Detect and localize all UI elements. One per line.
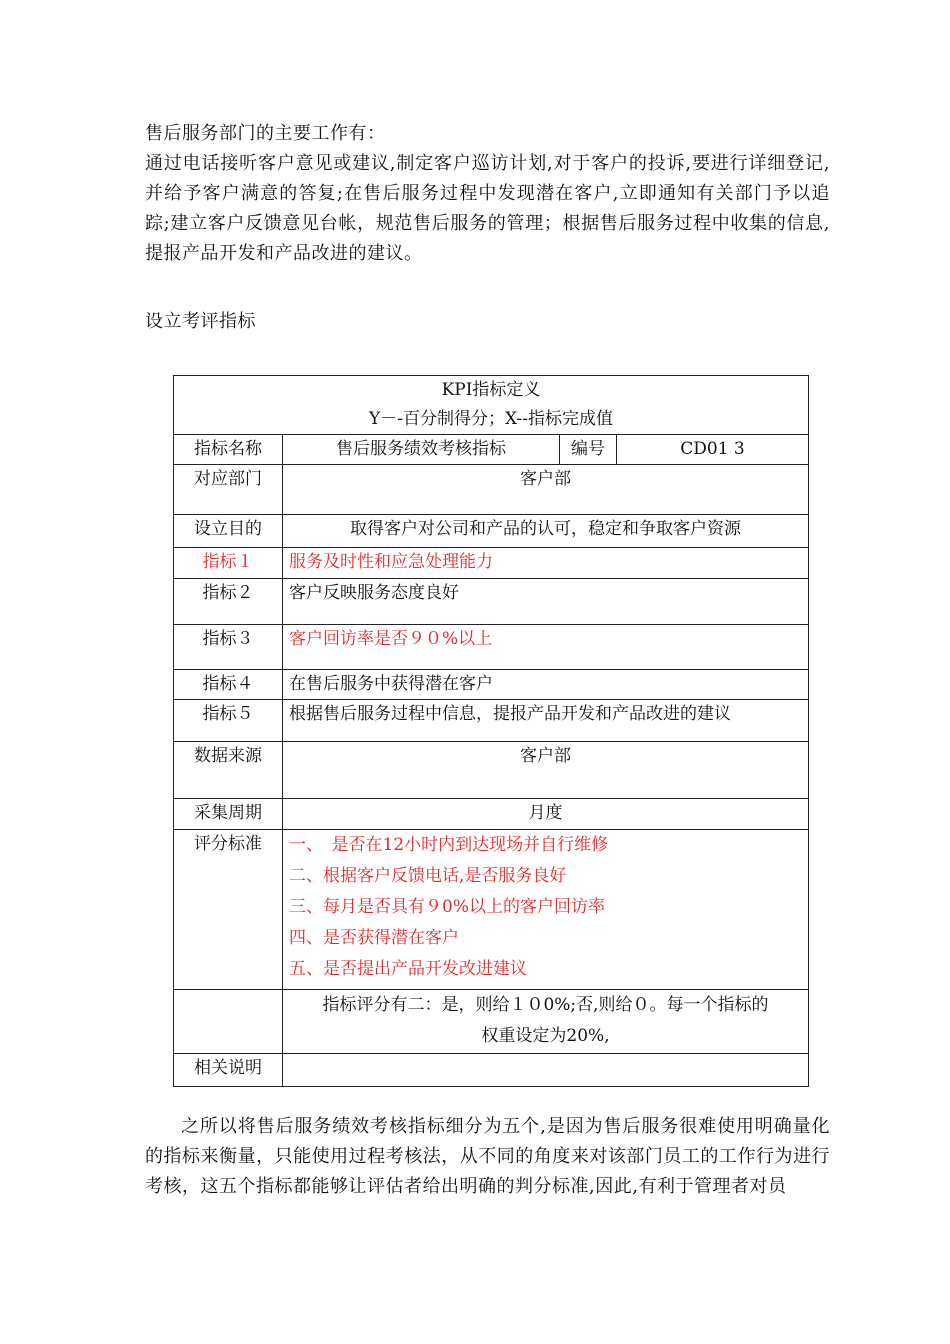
source-value: 客户部	[283, 742, 809, 799]
indicator-2-value: 客户反映服务态度良好	[283, 579, 809, 625]
code-label: 编号	[560, 435, 617, 465]
table-row	[174, 435, 809, 465]
scoring-line-2: 权重设定为20%,	[481, 1026, 610, 1046]
source-label: 数据来源	[174, 742, 283, 799]
table-header-cell	[174, 376, 809, 435]
cycle-value: 月度	[283, 799, 809, 830]
code-value: CD01 3	[617, 435, 809, 465]
indicator-3-value: 客户回访率是否９０%以上	[283, 625, 809, 670]
indicator-1-label: 指标１	[174, 548, 283, 579]
criteria-item: 五、是否提出产品开发改进建议	[289, 959, 527, 979]
dept-label: 对应部门	[174, 465, 283, 515]
table-header-subtitle: Y－-百分制得分；X--指标完成值	[369, 409, 613, 429]
criteria-item: 二、根据客户反馈电话,是否服务良好	[289, 866, 567, 886]
dept-value: 客户部	[283, 465, 809, 515]
criteria-label: 评分标准	[174, 830, 283, 990]
indicator-1-value: 服务及时性和应急处理能力	[283, 548, 809, 579]
table-row	[174, 579, 809, 625]
notes-value	[283, 1054, 809, 1087]
table-header-title: KPI指标定义	[441, 380, 541, 400]
table-row	[174, 670, 809, 700]
criteria-item: 四、是否获得潜在客户	[289, 928, 459, 948]
scoring-rule	[283, 990, 809, 1054]
table-row	[174, 830, 809, 990]
scoring-line-1: 指标评分有二：是，则给１０0%;否,则给０。每一个指标的	[322, 995, 769, 1015]
indicator-2-label: 指标２	[174, 579, 283, 625]
section-title: 设立考评指标	[145, 311, 256, 332]
scoring-label	[174, 990, 283, 1054]
table-row	[174, 990, 809, 1054]
indicator-5-label: 指标５	[174, 700, 283, 742]
purpose-label: 设立目的	[174, 515, 283, 548]
name-value: 售后服务绩效考核指标	[283, 435, 560, 465]
criteria-item: 一、 是否在12小时内到达现场并自行维修	[289, 835, 609, 855]
notes-label: 相关说明	[174, 1054, 283, 1087]
indicator-5-value: 根据售后服务过程中信息，提报产品开发和产品改进的建议	[283, 700, 809, 742]
name-label: 指标名称	[174, 435, 283, 465]
intro-title: 售后服务部门的主要工作有：	[145, 123, 386, 144]
table-row	[174, 465, 809, 515]
criteria-item: 三、每月是否具有９0%以上的客户回访率	[289, 897, 605, 917]
indicator-3-label: 指标３	[174, 625, 283, 670]
table-row	[174, 799, 809, 830]
table-row	[174, 515, 809, 548]
cycle-label: 采集周期	[174, 799, 283, 830]
criteria-list	[283, 830, 809, 990]
table-row	[174, 1054, 809, 1087]
indicator-4-label: 指标４	[174, 670, 283, 700]
indicator-4-value: 在售后服务中获得潜在客户	[283, 670, 809, 700]
table-row	[174, 700, 809, 742]
kpi-table	[173, 375, 809, 1087]
purpose-value: 取得客户对公司和产品的认可，稳定和争取客户资源	[283, 515, 809, 548]
table-row	[174, 625, 809, 670]
table-row	[174, 548, 809, 579]
closing-paragraph: 之所以将售后服务绩效考核指标细分为五个,是因为售后服务很难使用明确量化的指标来衡量，只能使用过程考核法，从不同的角度来对该部门员工的工作行为进行考核，这五个指标都能够让评估者给出明确的判分标准,因此,有利于管理者对员	[145, 1116, 830, 1197]
table-row	[174, 742, 809, 799]
intro-paragraph: 通过电话接听客户意见或建议,制定客户巡访计划,对于客户的投诉,要进行详细登记,并给予客户满意的答复;在售后服务过程中发现潜在客户,立即通知有关部门予以追踪;建立客户反馈意见台帐，规范售后服务的管理；根据售后服务过程中收集的信息,提报产品开发和产品改进的建议。	[145, 153, 830, 264]
table-header-row	[174, 376, 809, 435]
